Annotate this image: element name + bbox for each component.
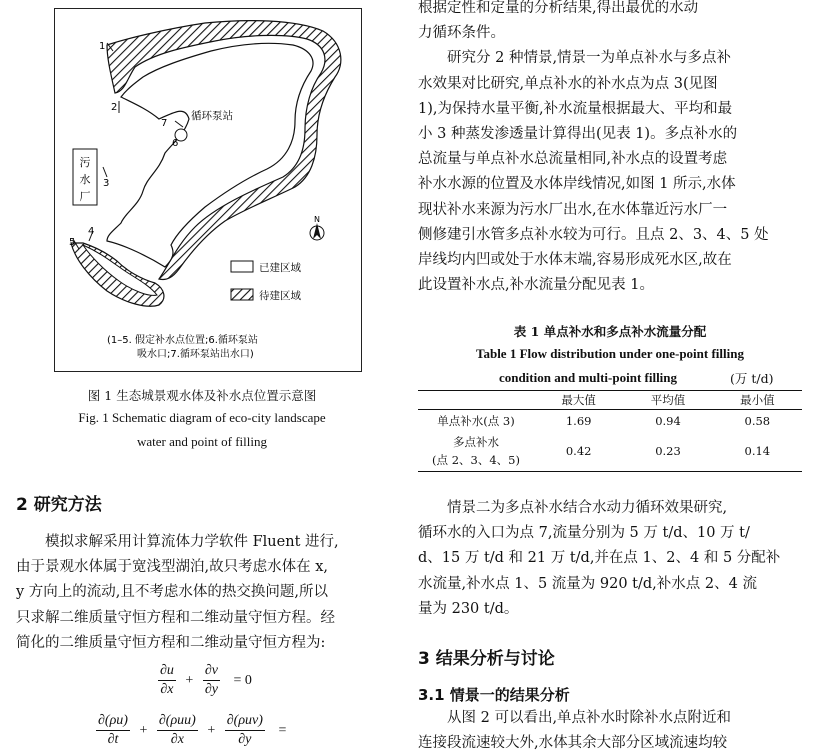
point-6-label: 6 bbox=[172, 138, 179, 149]
plant-label-3: 厂 bbox=[79, 190, 91, 203]
figure-caption-cn: 图 1 生态城景观水体及补水点位置示意图 bbox=[87, 388, 317, 403]
table-cell bbox=[418, 432, 534, 472]
right-top-body bbox=[418, 0, 802, 298]
eq2-term1-den: ∂t bbox=[107, 732, 119, 747]
right-top-line-5: 1),为保持水量平衡,补水流量根据最大、平均和最 bbox=[418, 100, 733, 117]
legend-planned-swatch bbox=[231, 289, 253, 300]
right-top-line-9: 现状补水来源为污水厂出水,在水体靠近污水厂一 bbox=[418, 201, 728, 218]
table-header-max: 最大值 bbox=[561, 393, 596, 407]
equation-momentum bbox=[96, 712, 286, 749]
table-cell: 0.42 bbox=[565, 444, 592, 459]
table-1-unit: (万 t/d) bbox=[730, 371, 774, 386]
eq2-term2-den: ∂x bbox=[170, 732, 184, 747]
table-1 bbox=[418, 390, 802, 472]
table-cell: 0.58 bbox=[744, 413, 771, 428]
table-cell: 1.69 bbox=[565, 413, 592, 428]
point-1-label: 1 bbox=[99, 41, 106, 52]
table-1-caption-en-1: Table 1 Flow distribution under one-point filling bbox=[475, 346, 744, 361]
table-cell: 0.94 bbox=[655, 413, 681, 428]
right-top-line-4: 水效果对比研究,单点补水的补水点为点 3(见图 bbox=[418, 75, 718, 92]
table-row2-label-1: 多点补水 bbox=[453, 435, 499, 450]
table-row bbox=[418, 432, 802, 472]
lake-map bbox=[55, 9, 361, 371]
section-3-line-2: 连接段流速较大外,水体其余大部分区域流速均较 bbox=[418, 735, 728, 752]
right-bottom-line-3: d、15 万 t/d 和 21 万 t/d,并在点 1、2、4 和 5 分配补 bbox=[418, 550, 781, 567]
figure-note-line1: (1–5. 假定补水点位置;6.循环泵站 bbox=[107, 335, 258, 346]
table-cell: 0.14 bbox=[744, 444, 771, 459]
eq2-plus-2: + bbox=[207, 722, 216, 738]
point-4-label: 4 bbox=[88, 226, 95, 237]
right-bottom-line-2: 循环水的入口为点 7,流量分别为 5 万 t/d、10 万 t/ bbox=[418, 525, 750, 542]
table-header-0 bbox=[418, 391, 534, 410]
point-5-label: 5 bbox=[69, 237, 76, 248]
legend-built-swatch bbox=[231, 261, 253, 272]
eq1-term2-num: ∂v bbox=[203, 662, 220, 681]
figure-caption-en-2: water and point of filling bbox=[137, 434, 267, 449]
right-top-line-1: 根据定性和定量的分析结果,得出最优的水动 bbox=[418, 0, 699, 16]
right-bottom-line-5: 量为 230 t/d。 bbox=[418, 600, 519, 617]
right-top-line-12: 此设置补水点,补水流量分配见表 1。 bbox=[418, 277, 654, 294]
figure-caption-en-1: Fig. 1 Schematic diagram of eco-city landscape bbox=[78, 410, 326, 425]
right-top-line-8: 补水水源的位置及水体岸线情况,如图 1 所示,水体 bbox=[418, 176, 736, 193]
pump-station-label: 循环泵站 bbox=[191, 110, 233, 122]
right-top-line-7: 总流量与单点补水总流量相同,补水点的设置考虑 bbox=[418, 151, 728, 168]
point-2-label: 2 bbox=[111, 102, 118, 113]
section-2-line-2: 由于景观水体属于宽浅型湖泊,故只考虑水体在 x, bbox=[16, 559, 329, 576]
eq1-term1-den: ∂x bbox=[160, 682, 174, 697]
right-bottom-body bbox=[418, 496, 802, 622]
right-top-line-2: 力循环条件。 bbox=[418, 25, 505, 42]
right-top-line-10: 侧修建引水管多点补水较为可行。且点 2、3、4、5 处 bbox=[418, 226, 769, 243]
section-2-body bbox=[16, 530, 404, 656]
section-3-line-1: 从图 2 可以看出,单点补水时除补水点附近和 bbox=[447, 710, 732, 726]
right-top-line-6: 小 3 种蒸发渗透量计算得出(见表 1)。多点补水的 bbox=[418, 126, 738, 143]
eq2-term1-num: ∂(ρu) bbox=[96, 712, 130, 731]
right-top-line-3: 研究分 2 种情景,情景一为单点补水与多点补 bbox=[447, 50, 732, 67]
right-bottom-line-1: 情景二为多点补水结合水动力循环效果研究, bbox=[447, 500, 728, 516]
table-1-caption-en-2: condition and multi-point filling bbox=[498, 370, 678, 385]
legend-planned-label: 待建区域 bbox=[259, 290, 301, 302]
eq1-term1-num: ∂u bbox=[158, 662, 176, 681]
section-2-line-1: 模拟求解采用计算流体力学软件 Fluent 进行, bbox=[45, 534, 339, 550]
section-2-line-3: y 方向上的流动,且不考虑水体的热交换问题,所以 bbox=[16, 584, 329, 601]
north-label: N bbox=[314, 215, 320, 224]
point-3-arrow bbox=[103, 167, 107, 177]
table-cell: 0.23 bbox=[655, 444, 681, 459]
eq2-rhs: = bbox=[278, 722, 287, 738]
equation-mass bbox=[158, 662, 252, 699]
right-bottom-line-4: 水流量,补水点 1、5 流量为 920 t/d,补水点 2、4 流 bbox=[418, 575, 757, 592]
point-7-label: 7 bbox=[161, 118, 168, 129]
table-header-row bbox=[418, 391, 802, 410]
section-2-line-5: 简化的二维质量守恒方程和二维动量守恒方程为: bbox=[16, 634, 326, 651]
north-arrow-icon bbox=[310, 215, 324, 240]
plant-label-1: 污 bbox=[79, 156, 91, 169]
eq2-term3-den: ∂y bbox=[238, 732, 252, 747]
section-3-1-heading: 3.1 情景一的结果分析 bbox=[418, 686, 570, 704]
right-top-line-11: 岸线均内凹或处于水体末端,容易形成死水区,故在 bbox=[418, 252, 732, 269]
table-row2-label-2: (点 2、3、4、5) bbox=[432, 453, 520, 468]
eq1-term2-den: ∂y bbox=[204, 682, 218, 697]
section-2-heading: 2 研究方法 bbox=[16, 495, 102, 515]
table-cell: 单点补水(点 3) bbox=[437, 413, 515, 428]
section-3-heading: 3 结果分析与讨论 bbox=[418, 649, 555, 669]
point-3-label: 3 bbox=[103, 178, 110, 189]
point-7-arrow bbox=[175, 121, 183, 127]
plant-label-2: 水 bbox=[79, 173, 91, 186]
figure-1-frame bbox=[54, 8, 362, 372]
figure-note-line2: 吸水口;7.循环泵站出水口) bbox=[137, 349, 254, 360]
legend-built-label: 已建区域 bbox=[259, 262, 301, 274]
table-1-caption-cn: 表 1 单点补水和多点补水流量分配 bbox=[513, 324, 707, 339]
table-header-min: 最小值 bbox=[740, 393, 775, 407]
table-row bbox=[418, 410, 802, 432]
eq2-term2-num: ∂(ρuu) bbox=[157, 712, 198, 731]
eq1-plus: + bbox=[185, 672, 194, 688]
section-3-body bbox=[418, 706, 802, 756]
eq1-rhs: = 0 bbox=[233, 672, 252, 688]
table-header-avg: 平均值 bbox=[650, 393, 686, 407]
eq2-plus-1: + bbox=[139, 722, 148, 738]
section-2-line-4: 只求解二维质量守恒方程和二维动量守恒方程。经 bbox=[16, 609, 335, 626]
eq2-term3-num: ∂(ρuv) bbox=[225, 712, 265, 731]
